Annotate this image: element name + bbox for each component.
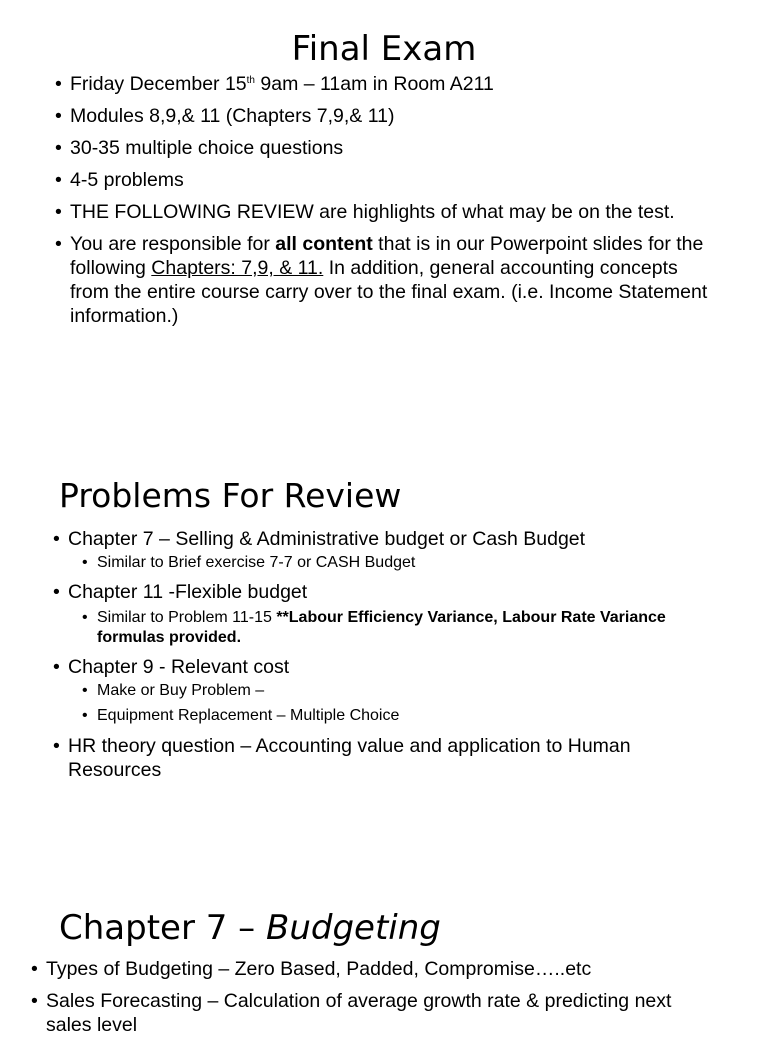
variance-formulas-note: **Labour Efficiency Variance, Labour Rate Variance formulas provided. (97, 609, 666, 646)
slide-title: Final Exam (291, 29, 477, 69)
make-or-buy-sub-bullet: • Make or Buy Problem – (53, 681, 718, 701)
slide-title (59, 908, 441, 948)
chapter-11-sub-text: Similar to Problem 11-15 (97, 609, 277, 626)
chapter-7-sub-bullet: • Similar to Brief exercise 7-7 or CASH Budget (53, 553, 718, 573)
slide-title: Problems For Review (59, 476, 402, 515)
equipment-replacement-sub-bullet: • Equipment Replacement – Multiple Choice (53, 706, 718, 726)
title-plain-text: Chapter 7 – (59, 908, 266, 948)
exam-time-room: 9am – 11am in Room A211 (255, 73, 494, 95)
chapters-underlined: Chapters: 7,9, & 11. (151, 257, 324, 279)
responsibility-text-a: You are responsible for (70, 233, 276, 255)
slide-problems-for-review (0, 470, 768, 810)
modules-bullet: • Modules 8,9,& 11 (Chapters 7,9,& 11) (55, 104, 715, 128)
types-of-budgeting-bullet: • Types of Budgeting – Zero Based, Padded, Compromise…..etc (31, 957, 721, 981)
chapter-11-sub-bullet (53, 608, 718, 648)
slide-final-exam (0, 0, 768, 340)
problems-bullet: • 4-5 problems (55, 168, 715, 192)
hr-theory-bullet: • HR theory question – Accounting value and application to Human Resources (53, 734, 718, 782)
bullet-list (53, 527, 718, 782)
exam-date-bullet (55, 72, 715, 96)
responsibility-bullet (55, 232, 715, 328)
ordinal-suffix: th (246, 75, 255, 86)
multiple-choice-bullet: • 30-35 multiple choice questions (55, 136, 715, 160)
chapter-7-bullet: • Chapter 7 – Selling & Administrative budget or Cash Budget (53, 527, 718, 551)
bullet-list (31, 957, 721, 1037)
sales-forecasting-bullet: • Sales Forecasting – Calculation of average growth rate & predicting next sales level (31, 989, 721, 1037)
slide-chapter-7-budgeting (0, 900, 768, 1036)
all-content-emphasis: all content (275, 233, 373, 255)
title-italic-text: Budgeting (266, 908, 441, 948)
chapter-11-bullet: • Chapter 11 -Flexible budget (53, 580, 718, 604)
responsibility-text-c: In addition, general accounting concepts from the entire course carry over to the final exam. (i.e. Income Statement information.) (70, 257, 708, 327)
bullet-list (55, 72, 715, 328)
review-bullet: • THE FOLLOWING REVIEW are highlights of what may be on the test. (55, 200, 715, 224)
exam-date-text: Friday December 15 (70, 73, 247, 95)
chapter-9-bullet: • Chapter 9 - Relevant cost (53, 655, 718, 679)
responsibility-text-b: that is in our Powerpoint slides for the following (70, 233, 704, 279)
